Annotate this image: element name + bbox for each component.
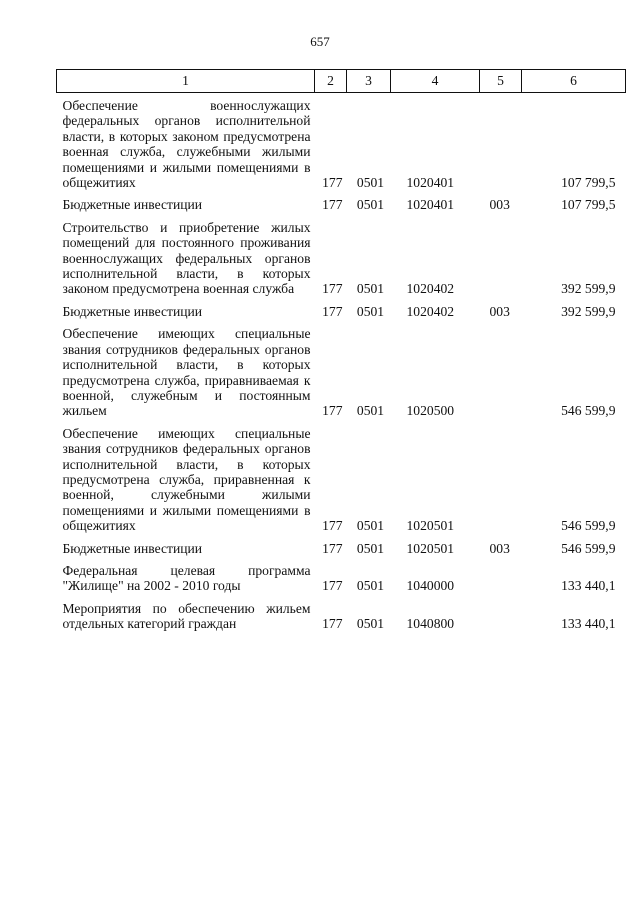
row-expense-type: 003	[489, 303, 510, 319]
column-header-4: 4	[391, 70, 480, 93]
row-name: Мероприятия по обеспечению жильем отдельных категорий граждан	[62, 600, 311, 632]
table-row	[57, 558, 626, 596]
row-ministry-code: 177	[322, 578, 343, 594]
row-expense-type	[480, 596, 522, 634]
table-row	[57, 536, 626, 558]
table-row	[57, 215, 626, 299]
table-row	[57, 192, 626, 214]
row-ministry-code: 177	[322, 403, 343, 419]
row-ministry-code: 177	[322, 616, 343, 632]
row-section-code: 0501	[356, 175, 385, 191]
column-header-2: 2	[315, 70, 347, 93]
column-header-6: 6	[522, 70, 626, 93]
row-amount: 392 599,9	[561, 303, 616, 319]
row-name: Федеральная целевая программа "Жилище" на 2002 - 2010 годы	[62, 562, 311, 594]
row-section-code: 0501	[356, 403, 385, 419]
row-name: Бюджетные инвестиции	[62, 540, 203, 556]
table-row	[57, 299, 626, 321]
row-amount: 107 799,5	[561, 175, 616, 191]
table-header-row	[57, 70, 626, 93]
row-ministry-code: 177	[322, 197, 343, 213]
row-expense-type	[480, 421, 522, 536]
row-name: Строительство и приобретение жилых помещений для постоянного проживания военнослужащих федеральных органов исполнительной власти, в которых законом предусмотрена военная служба	[62, 219, 311, 297]
page-number: 657	[310, 34, 330, 49]
row-name: Бюджетные инвестиции	[62, 197, 203, 213]
row-expense-type	[480, 321, 522, 420]
table-row	[57, 93, 626, 193]
column-header-1: 1	[57, 70, 315, 93]
row-target-code: 1020401	[406, 175, 455, 191]
column-header-3: 3	[347, 70, 391, 93]
row-section-code: 0501	[356, 281, 385, 297]
budget-table	[56, 69, 626, 634]
row-expense-type: 003	[489, 540, 510, 556]
row-section-code: 0501	[356, 197, 385, 213]
row-ministry-code: 177	[322, 303, 343, 319]
row-section-code: 0501	[356, 303, 385, 319]
column-header-5: 5	[480, 70, 522, 93]
row-ministry-code: 177	[322, 175, 343, 191]
row-expense-type: 003	[489, 197, 510, 213]
row-target-code: 1020501	[406, 518, 455, 534]
row-target-code: 1040800	[406, 616, 455, 632]
row-ministry-code: 177	[322, 540, 343, 556]
row-ministry-code: 177	[322, 281, 343, 297]
row-target-code: 1040000	[406, 578, 455, 594]
row-expense-type	[480, 558, 522, 596]
row-amount: 133 440,1	[561, 616, 616, 632]
row-section-code: 0501	[356, 616, 385, 632]
row-amount: 392 599,9	[561, 281, 616, 297]
row-ministry-code: 177	[322, 518, 343, 534]
row-name: Обеспечение имеющих специальные звания сотрудников федеральных органов исполнительной власти, в которых предусмотрена служба, приравниваемая к военной, служебным и постоянным жильем	[62, 326, 311, 419]
row-section-code: 0501	[356, 578, 385, 594]
row-target-code: 1020401	[406, 197, 455, 213]
row-expense-type	[480, 215, 522, 299]
row-amount: 546 599,9	[561, 403, 616, 419]
row-target-code: 1020402	[406, 303, 455, 319]
row-amount: 107 799,5	[561, 197, 616, 213]
row-section-code: 0501	[356, 518, 385, 534]
row-expense-type	[480, 93, 522, 193]
row-amount: 133 440,1	[561, 578, 616, 594]
row-amount: 546 599,9	[561, 518, 616, 534]
row-name: Бюджетные инвестиции	[62, 303, 203, 319]
row-target-code: 1020402	[406, 281, 455, 297]
row-section-code: 0501	[356, 540, 385, 556]
table-row	[57, 421, 626, 536]
row-name: Обеспечение имеющих специальные звания сотрудников федеральных органов исполнительной власти, в которых предусмотрена служба, приравненная к военной, служебными жилыми помещениями и жилыми помещениями в общежитиях	[62, 425, 311, 534]
row-target-code: 1020500	[406, 403, 455, 419]
row-name: Обеспечение военнослужащих федеральных органов исполнительной власти, в которых законом предусмотрена военная служба, служебными жилыми помещениями и жилыми помещениями в общежитиях	[62, 98, 311, 191]
row-amount: 546 599,9	[561, 540, 616, 556]
table-row	[57, 596, 626, 634]
row-target-code: 1020501	[406, 540, 455, 556]
table-row	[57, 321, 626, 420]
